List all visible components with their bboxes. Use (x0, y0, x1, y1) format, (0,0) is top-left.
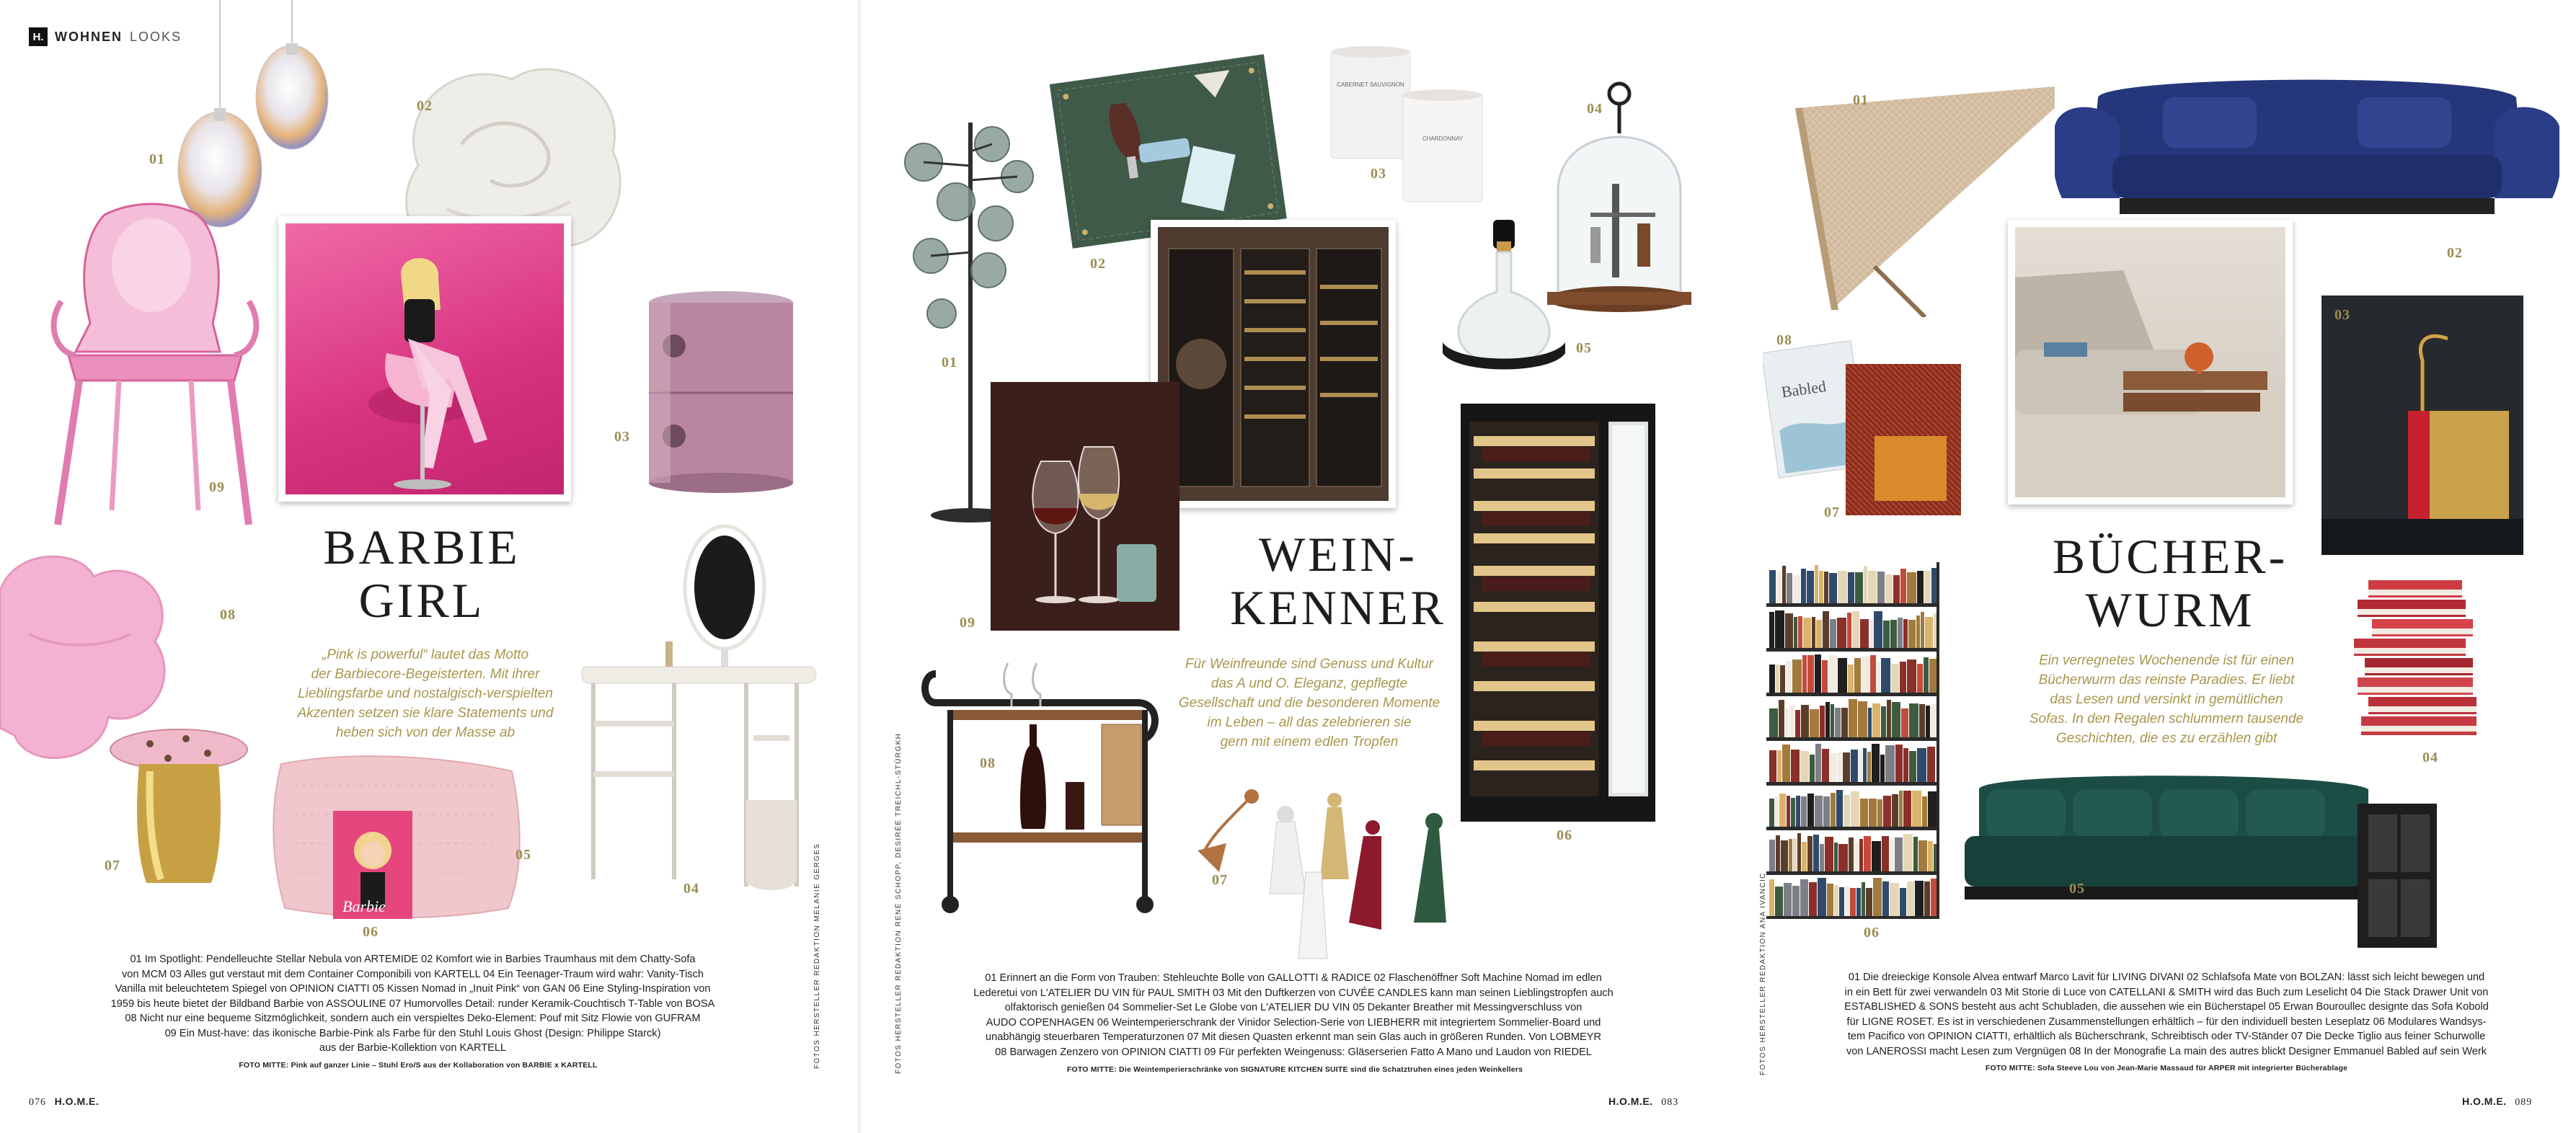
page-barbie-girl (0, 0, 858, 1133)
page-number: 083 (1661, 1097, 1679, 1108)
intro-text-barbie: „Pink is powerful“ lautet das Motto der Barbiecore-Begeisterten. Mit ihrer Lieblingsfarbe und nostalgisch-verspielten Akzenten setzen sie klare Statements und heben sich von der Masse ab (297, 647, 554, 740)
item-number: 06 (363, 924, 379, 940)
caption-wein: 01 Erinnert an die Form von Trauben: Stehleuchte Bolle von GALLOTTI & RADICE 02 Flaschenöffner Soft Machine Nomad im edlen Lederetui von L'ATELIER DU VIN für PAUL SMITH 03 Mit den Duftkerzen von CUVÉE CANDLES kann man seinen Lieblingstropfen auch olfaktorisch genießen 04 Sommelier-Set Le Globe von L'ATELIER DU VIN 05 Dekanter Breather mit Messingverschluss von AUDO COPENHAGEN 06 Weintemperierschrank der Vinidor Selection-Serie von LIEBHERR mit integriertem Sommelier-Board und unabhängig steuerbaren Temperaturzonen 07 Mit diesen Quasten erkennt man sein Glas auch in größeren Runden. Von LOBMEYR 08 Barwagen Zenzero von OPINION CIATTI 09 Für perfekten Weingenuss: Gläserserien Fatto A Mano und Laudon von RIEDEL (973, 972, 1614, 1058)
foto-mitte-buecher: FOTO MITTE: Sofa Steeve Lou von Jean-Marie Massaud für ARPER mit integrierter Bücherablage (1985, 1064, 2348, 1072)
item-number: 04 (1587, 101, 1603, 117)
magazine-name: H.O.M.E. (54, 1096, 99, 1107)
title-line-1: BÜCHER- (2052, 529, 2288, 584)
candle-label: CHARDONNAY (1422, 135, 1464, 142)
title-line-1: WEIN- (1258, 527, 1418, 582)
magazine-logo-icon: H. (29, 27, 48, 46)
riedel-glasses-image (991, 382, 1179, 631)
center-photo-wine-cabinets (1151, 220, 1396, 508)
item-number: 07 (105, 858, 120, 874)
page-number: 076 (29, 1097, 46, 1108)
section-title-wein (1208, 528, 1468, 634)
photo-credit: FOTOS HERSTELLER REDAKTION MELANIE GERGES (813, 843, 821, 1069)
section-title-barbie (285, 520, 559, 627)
title-line-2: GIRL (358, 573, 485, 628)
title-line-1: BARBIE (323, 520, 521, 574)
foto-mitte-barbie: FOTO MITTE: Pink auf ganzer Linie – Stuhl Ero/S aus der Kollaboration von BARBIE x KARTELL (239, 1061, 598, 1070)
item-number: 03 (614, 429, 630, 445)
item-number: 03 (2334, 307, 2350, 323)
item-number: 03 (1371, 166, 1386, 182)
page-number: 089 (2515, 1097, 2533, 1108)
page-folio (1608, 1096, 1678, 1108)
intro-text-wein: Für Weinfreunde sind Genuss und Kultur das A und O. Eleganz, gepflegte Gesellschaft und die besonderen Momente im Leben – all das zelebrieren sie gern mit einem edlen Tropfen (1178, 657, 1440, 750)
book-cover-text: Babled (1780, 377, 1828, 401)
item-number: 02 (2447, 245, 2463, 261)
item-number: 02 (417, 98, 433, 114)
wool-blanket-image (1846, 364, 1961, 515)
item-number: 07 (1212, 872, 1228, 888)
section-label (29, 27, 182, 46)
section-name: WOHNEN (55, 29, 123, 44)
item-number: 05 (2069, 881, 2085, 897)
magazine-name: H.O.M.E. (2462, 1096, 2507, 1107)
photo-credit: FOTOS HERSTELLER REDAKTION RENÉ SCHOPP, DESIRÉE TREICHL-STÜRGKH (895, 732, 903, 1074)
cushion-nomad-image (267, 750, 526, 923)
sofa-bed-mate-image (2055, 68, 2559, 234)
page-buecherwurm (1723, 0, 2576, 1133)
stack-drawer-unit-image (2347, 577, 2484, 742)
intro-text-buecher: Ein verregnetes Wochenende ist für einen Bücherwurm das reinste Paradies. Er liebt das Lesen und versinkt in gemütlichen Sofas. In den Regalen schlummern tausende Geschichten, die es zu erzählen gibt (2029, 653, 2304, 746)
item-number: 09 (960, 615, 975, 631)
vanity-table-image (580, 519, 818, 901)
item-number: 01 (149, 151, 165, 167)
item-number: 09 (209, 479, 225, 495)
item-number: 08 (980, 755, 996, 771)
subsection-name: LOOKS (130, 29, 182, 44)
wine-fridge-image (1461, 404, 1655, 822)
section-title-buecher (2030, 530, 2311, 636)
item-number: 05 (1576, 340, 1592, 356)
photo-credit: FOTOS HERSTELLER REDAKTION ANA IVANCIC (1759, 872, 1767, 1075)
svg-text:Barbie: Barbie (342, 897, 386, 915)
item-number: 06 (1557, 827, 1572, 843)
bar-cart-zenzero-image (921, 659, 1167, 933)
item-number: 02 (1090, 256, 1106, 272)
page-folio (2462, 1096, 2532, 1108)
container-componibili-image (645, 288, 797, 494)
center-photo-sofa-bookshelf (2008, 220, 2293, 505)
item-number: 04 (2422, 750, 2438, 765)
magazine-name: H.O.M.E. (1608, 1096, 1653, 1107)
cuvee-candles-image (1324, 43, 1497, 209)
glass-tassels-image (1198, 778, 1493, 973)
item-number: 04 (683, 881, 699, 897)
title-line-2: WURM (2085, 582, 2255, 637)
page-folio (29, 1096, 99, 1108)
title-line-2: KENNER (1230, 580, 1446, 635)
bookshelf-pacifico-image (1766, 562, 1939, 919)
item-number: 08 (1776, 332, 1792, 348)
item-number: 06 (1864, 925, 1880, 941)
item-number: 01 (942, 355, 957, 370)
page-weinkenner (862, 0, 1717, 1133)
item-number: 08 (220, 607, 236, 623)
book-lamp-image (2322, 296, 2523, 555)
caption-barbie: 01 Im Spotlight: Pendelleuchte Stellar Nebula von ARTEMIDE 02 Komfort wie in Barbies Traumhaus mit dem Chatty-Sofa von MCM 03 Alles gut verstaut mit dem Container Componibili von KARTELL 04 Ein Teenager-Traum wird wahr: Vanity-Tisch Vanilla mit beleuchtetem Spiegel von OPINION CIATTI 05 Kissen Nomad in „Inuit Pink“ von GAN 06 Eine Styling-Inspiration von 1959 bis heute bietet der Bildband Barbie von ASSOULINE 07 Humorvolles Detail: runder Keramik-Couchtisch T-Table von BOSA 08 Nicht nur eine bequeme Sitzmöglichkeit, sondern auch ein verspieltes Deko-Element: Pouf mit Sitz Flowie von GUFRAM 09 Ein Must-have: das ikonische Barbie-Pink als Farbe für den Stuhl Louis Ghost (Design: Philippe Starck) aus der Barbie-Kollektion von KARTELL (110, 954, 715, 1054)
green-sofa-kobold-image (1965, 768, 2440, 962)
ceramic-t-table-image (107, 721, 251, 890)
foto-mitte-wein: FOTO MITTE: Die Weintemperierschränke von SIGNATURE KITCHEN SUITE sind die Schatztruhen eines jeden Weinkellers (1066, 1065, 1523, 1074)
ghost-chair-image (47, 200, 263, 532)
decanter-breather-image (1435, 213, 1572, 378)
item-number: 07 (1824, 505, 1840, 520)
candle-label: CABERNET SAUVIGNON (1337, 81, 1404, 88)
item-number: 01 (1853, 92, 1869, 108)
item-number: 05 (515, 847, 531, 863)
caption-buecher: 01 Die dreieckige Konsole Alvea entwarf Marco Lavit für LIVING DIVANI 02 Schlafsofa Mate von BOLZAN: lässt sich leicht bewegen und in ein Bett für zwei verwandeln 03 Mit Storie di Luce von CATELLANI & SMITH wird das Buch zum Leselicht 04 Die Stack Drawer Unit von ESTABLISHED & SONS besteht aus acht Schubladen, die aussehen wie ein Bücherstapel 05 Erwan Bouroullec designte das Sofa Kobold für LIGNE ROSET. Es ist in verschiedenen Zusammenstellungen erhältlich – für den individuell besten Leseplatz 06 Modulares Wandsys- tem Pacifico von OPINION CIATTI, erhältlich als Bücherschrank, Schreibtisch oder TV-Ständer 07 Die Decke Tiglio aus feiner Schurwolle von LANEROSSI macht Lesen zum Vergnügen 08 In der Monografie La main des autres blickt Designer Emmanuel Babled auf sein Werk (1844, 972, 2489, 1057)
center-photo-barbie-chair (278, 216, 571, 502)
